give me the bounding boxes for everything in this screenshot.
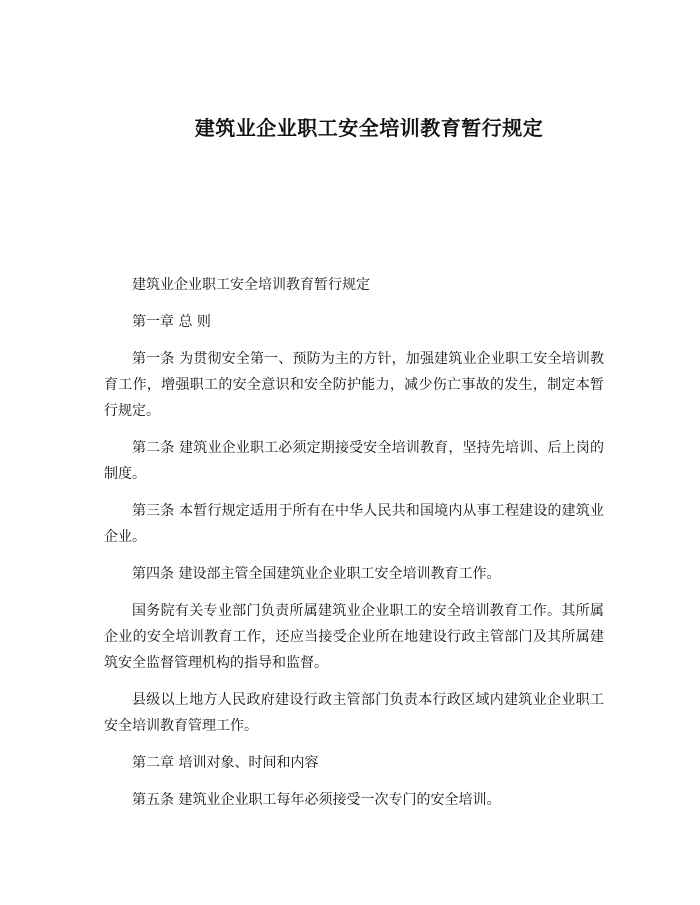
article-2: 第二条 建筑业企业职工必须定期接受安全培训教育，坚持先培训、后上岗的制度。 [104, 440, 604, 482]
article-3: 第三条 本暂行规定适用于所有在中华人民共和国境内从事工程建设的建筑业企业。 [104, 503, 604, 545]
document-title: 建筑业企业职工安全培训教育暂行规定 [194, 116, 544, 140]
article-4-para-3: 县级以上地方人民政府建设行政主管部门负责本行政区域内建筑业企业职工安全培训教育管理工作。 [104, 692, 604, 734]
article-5: 第五条 建筑业企业职工每年必须接受一次专门的安全培训。 [132, 792, 501, 808]
chapter-1-heading: 第一章 总 则 [132, 314, 211, 330]
article-4: 第四条 建设部主管全国建筑业企业职工安全培训教育工作。 [132, 566, 501, 582]
article-4-para-2: 国务院有关专业部门负责所属建筑业企业职工的安全培训教育工作。其所属企业的安全培训教育工作，还应当接受企业所在地建设行政主管部门及其所属建筑安全监督管理机构的指导和监督。 [104, 603, 604, 671]
chapter-2-heading: 第二章 培训对象、时间和内容 [132, 755, 319, 771]
document-body [104, 272, 604, 824]
article-1: 第一条 为贯彻安全第一、预防为主的方针，加强建筑业企业职工安全培训教育工作，增强职工的安全意识和安全防护能力，减少伤亡事故的发生，制定本暂行规定。 [104, 351, 604, 419]
paragraph-heading: 建筑业企业职工安全培训教育暂行规定 [132, 277, 370, 293]
